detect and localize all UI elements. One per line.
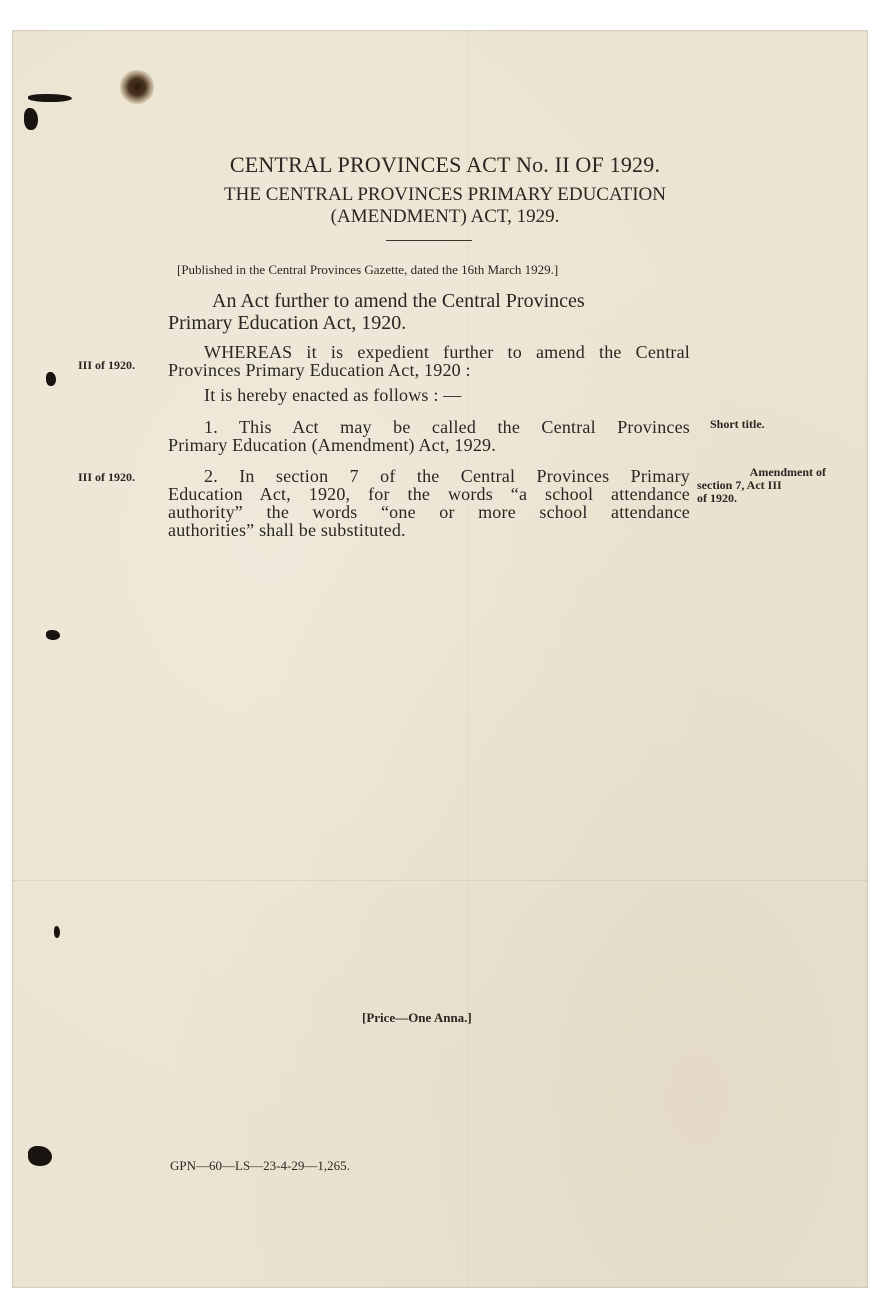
fold-crease-horizontal <box>12 880 868 881</box>
edge-tear <box>24 108 38 130</box>
side-note-amendment: Amendment of <box>749 465 826 479</box>
edge-tear <box>28 94 72 102</box>
section2-line4: authorities” shall be substituted. <box>168 520 406 540</box>
edge-tear <box>46 372 56 386</box>
preamble-line2: Provinces Primary Education Act, 1920 : <box>168 360 471 380</box>
act-number-title: CENTRAL PROVINCES ACT No. II OF 1929. <box>229 152 661 177</box>
preamble-line1: WHEREAS it is expedient further to amend the Central <box>204 342 690 362</box>
margin-citation: III of 1920. <box>78 358 136 372</box>
section2-line2: Education Act, 1920, for the words “a school attendance <box>168 484 690 504</box>
section1-line1: 1. This Act may be called the Central Provinces <box>204 417 690 437</box>
section2-line1: 2. In section 7 of the Central Provinces Primary <box>204 466 690 486</box>
preamble-enacting: It is hereby enacted as follows : — <box>204 385 462 405</box>
side-note-short-title: Short title. <box>710 417 765 431</box>
edge-tear <box>46 630 60 640</box>
printer-code: GPN—60—LS—23-4-29—1,265. <box>170 1158 350 1173</box>
section2-line3: authority” the words “one or more school attendance <box>168 502 690 522</box>
publication-note: [Published in the Central Provinces Gazette, dated the 16th March 1929.] <box>177 262 559 277</box>
edge-tear <box>54 926 60 938</box>
side-note-amendment-3: of 1920. <box>697 491 737 505</box>
price-note: [Price—One Anna.] <box>362 1010 472 1025</box>
title-rule <box>386 240 472 241</box>
act-short-name: THE CENTRAL PROVINCES PRIMARY EDUCATION <box>224 184 666 205</box>
long-title-line2: Primary Education Act, 1920. <box>168 312 407 334</box>
side-note-amendment-2: section 7, Act III <box>697 478 782 492</box>
edge-tear <box>28 1146 52 1166</box>
burn-stain <box>120 70 154 104</box>
act-short-name-cont: (AMENDMENT) ACT, 1929. <box>330 206 560 227</box>
section1-line2: Primary Education (Amendment) Act, 1929. <box>168 435 496 455</box>
margin-citation: III of 1920. <box>78 470 136 484</box>
long-title-line1: An Act further to amend the Central Provinces <box>212 290 585 312</box>
